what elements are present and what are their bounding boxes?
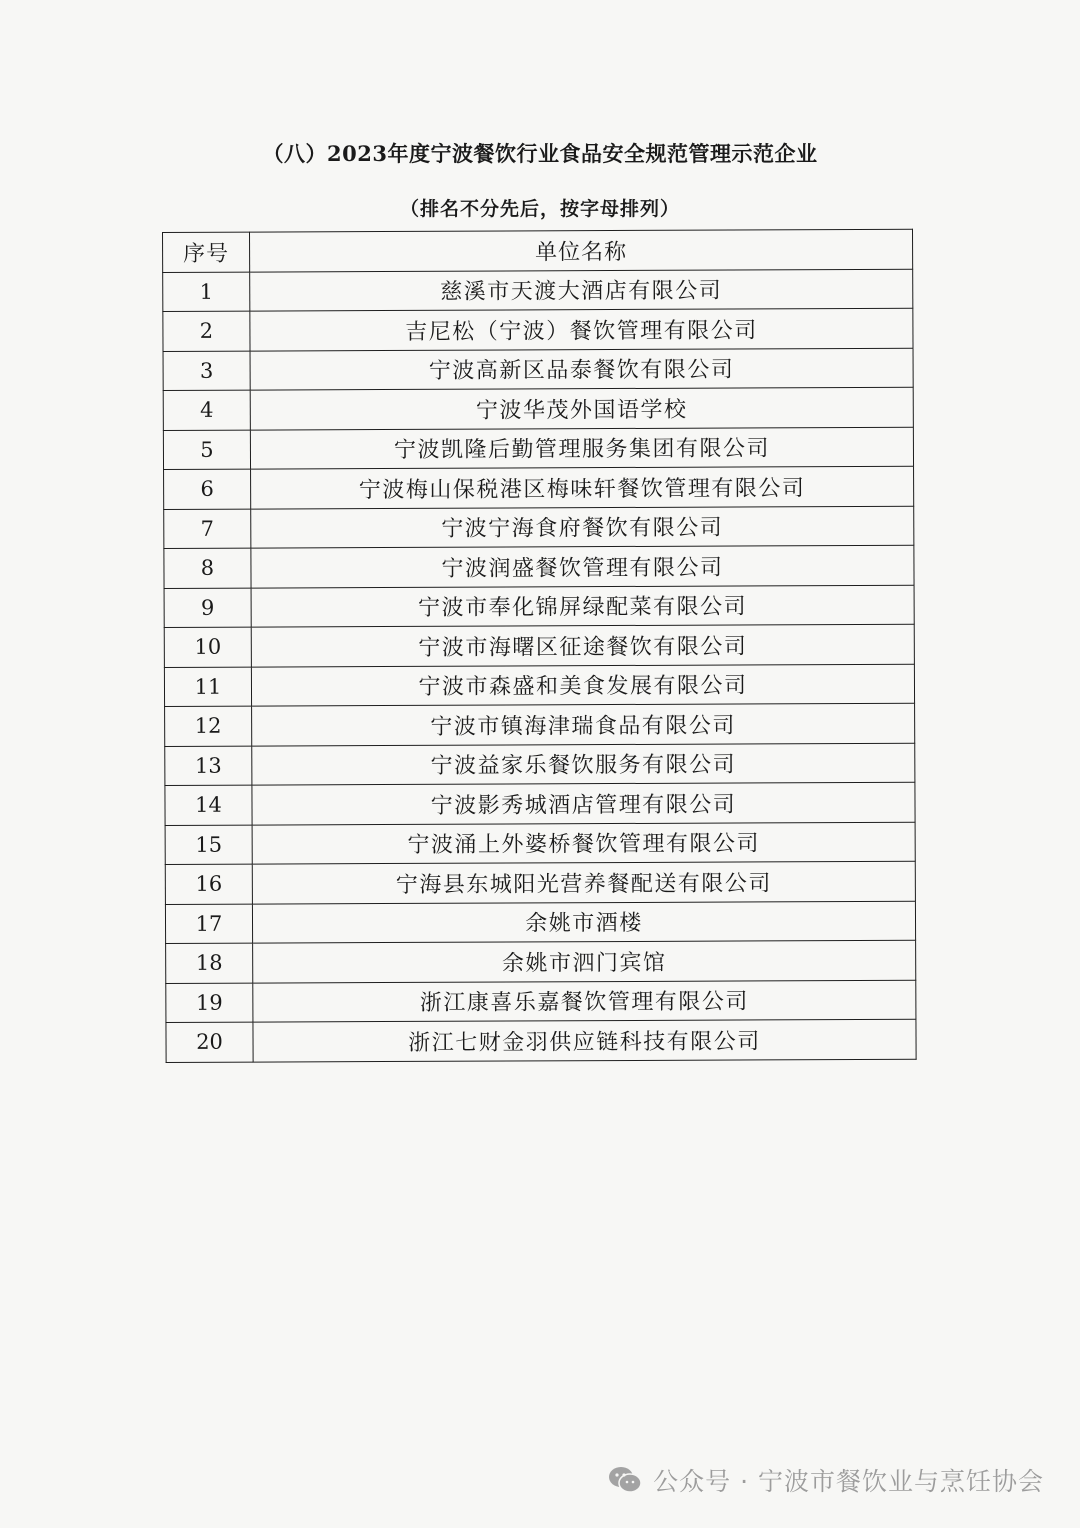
row-index: 7 <box>164 509 251 549</box>
row-company-name: 宁波市森盛和美食发展有限公司 <box>251 664 914 706</box>
row-company-name: 浙江七财金羽供应链科技有限公司 <box>253 1019 916 1061</box>
watermark <box>607 1462 1044 1498</box>
row-company-name: 余姚市酒楼 <box>252 901 915 943</box>
row-index: 9 <box>164 588 251 628</box>
table-row <box>163 427 913 470</box>
document-title: （八）2023年度宁波餐饮行业食品安全规范管理示范企业 <box>262 141 818 166</box>
table-row <box>165 703 915 746</box>
row-company-name: 宁波益家乐餐饮服务有限公司 <box>252 743 915 785</box>
row-index: 4 <box>163 390 250 430</box>
table-row <box>164 506 914 549</box>
table-row <box>165 782 915 825</box>
row-index: 6 <box>164 469 251 509</box>
row-company-name: 宁波市海曙区征途餐饮有限公司 <box>251 624 914 666</box>
row-index: 1 <box>163 272 250 312</box>
row-index: 16 <box>165 864 252 904</box>
row-index: 17 <box>165 904 252 944</box>
row-index: 10 <box>164 627 251 667</box>
table-body <box>163 269 916 1062</box>
row-index: 11 <box>164 667 251 707</box>
table-header-row <box>163 229 913 272</box>
table-row <box>163 269 913 312</box>
row-index: 14 <box>165 785 252 825</box>
watermark-text: 公众号 · 宁波市餐饮业与烹饪协会 <box>653 1467 1044 1496</box>
header-name: 单位名称 <box>250 229 913 271</box>
wechat-icon <box>607 1464 643 1496</box>
table-row <box>164 624 914 667</box>
row-company-name: 宁波市镇海津瑞食品有限公司 <box>252 703 915 745</box>
row-company-name: 宁海县东城阳光营养餐配送有限公司 <box>252 861 915 903</box>
row-index: 3 <box>163 351 250 391</box>
row-index: 12 <box>165 706 252 746</box>
table-row <box>163 308 913 351</box>
row-index: 20 <box>166 1022 253 1062</box>
row-company-name: 慈溪市天渡大酒店有限公司 <box>250 269 913 311</box>
row-company-name: 宁波华茂外国语学校 <box>250 387 913 429</box>
table-row <box>164 466 914 509</box>
row-company-name: 宁波梅山保税港区梅味轩餐饮管理有限公司 <box>251 466 914 508</box>
table-row <box>166 1019 916 1062</box>
table-row <box>163 387 913 430</box>
row-index: 13 <box>165 746 252 786</box>
row-company-name: 余姚市泗门宾馆 <box>253 940 916 982</box>
table-row <box>165 743 915 786</box>
row-company-name: 宁波宁海食府餐饮有限公司 <box>251 506 914 548</box>
table-row <box>165 822 915 865</box>
table-row <box>163 348 913 391</box>
table-row <box>164 545 914 588</box>
row-index: 5 <box>163 430 250 470</box>
row-company-name: 宁波市奉化锦屏绿配菜有限公司 <box>251 585 914 627</box>
table-row <box>166 980 916 1023</box>
enterprise-table <box>162 229 917 1063</box>
row-company-name: 宁波影秀城酒店管理有限公司 <box>252 782 915 824</box>
row-company-name: 宁波高新区品泰餐饮有限公司 <box>250 348 913 390</box>
row-index: 18 <box>166 943 253 983</box>
row-index: 15 <box>165 825 252 865</box>
table-row <box>165 901 915 944</box>
header-index: 序号 <box>163 232 250 272</box>
row-company-name: 宁波涌上外婆桥餐饮管理有限公司 <box>252 822 915 864</box>
row-company-name: 吉尼松（宁波）餐饮管理有限公司 <box>250 308 913 350</box>
row-index: 2 <box>163 311 250 351</box>
table-row <box>164 585 914 628</box>
row-company-name: 浙江康喜乐嘉餐饮管理有限公司 <box>253 980 916 1022</box>
table-row <box>165 861 915 904</box>
document-subtitle: （排名不分先后，按字母排列） <box>399 198 680 220</box>
table-row <box>166 940 916 983</box>
row-company-name: 宁波润盛餐饮管理有限公司 <box>251 545 914 587</box>
row-index: 8 <box>164 548 251 588</box>
row-company-name: 宁波凯隆后勤管理服务集团有限公司 <box>250 427 913 469</box>
table-row <box>164 664 914 707</box>
row-index: 19 <box>166 983 253 1023</box>
